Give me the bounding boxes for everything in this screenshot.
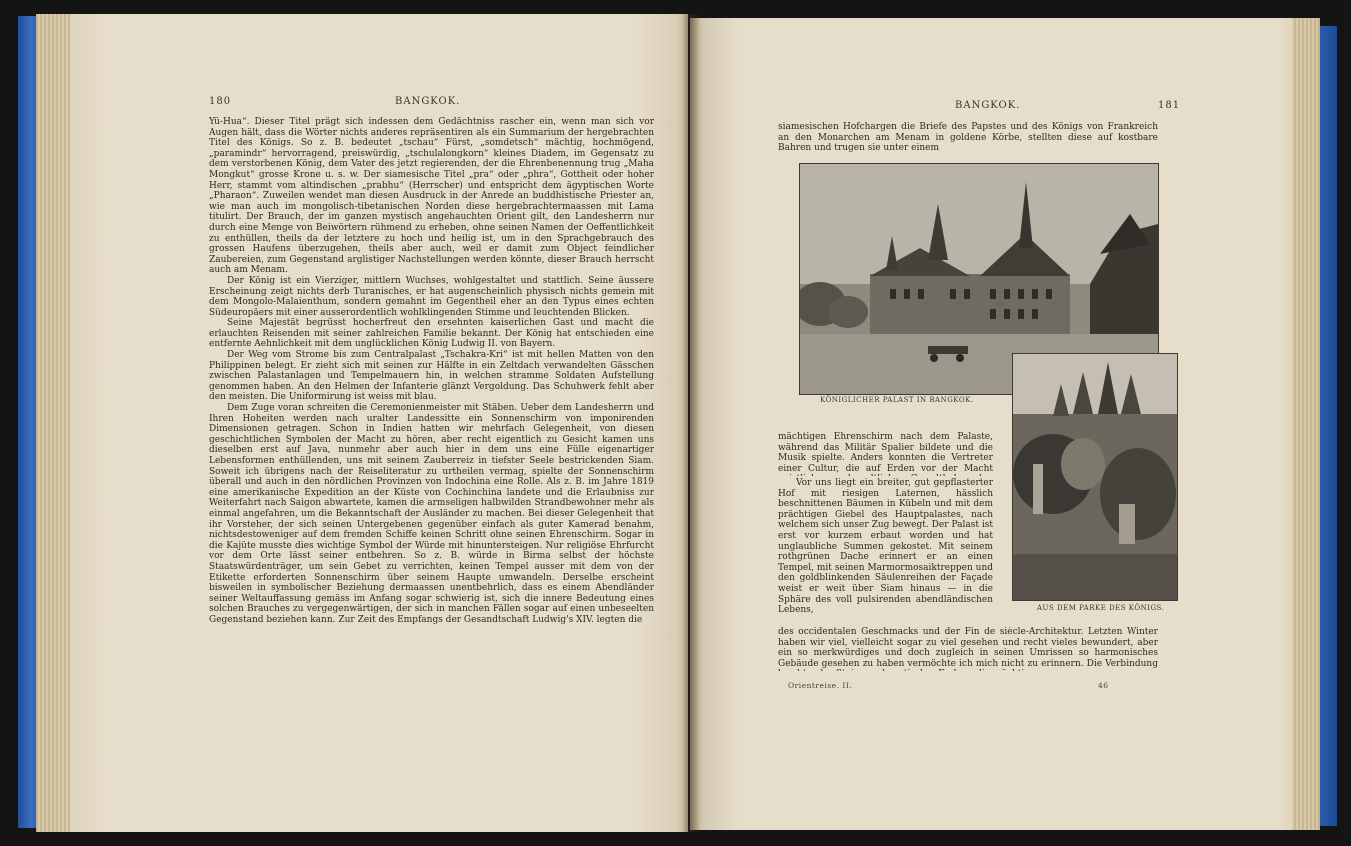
book-cover-right — [1317, 26, 1337, 826]
palace-caption: KÖNIGLICHER PALAST IN BANGKOK. — [820, 396, 974, 404]
paragraph: Seine Majestät begrüsst hocherfreut den ersehnten kaiserlichen Gast und macht die erlauchten Reisenden mit seiner zahlreichen Familie bekannt. Der König hat entschieden eine entfernte Aehnlichkeit mit dem unglücklichen König Ludwig II. von Bayern. — [209, 318, 654, 350]
park-illustration — [1013, 354, 1177, 600]
book-gutter — [682, 14, 700, 832]
left-page-number: 180 — [209, 96, 232, 107]
park-engraving — [1012, 353, 1178, 601]
right-page-edges — [1292, 18, 1320, 830]
right-mid-text-2: Vor uns liegt ein breiter, gut gepflasterter Hof mit riesigen Laternen, hässlich beschnittenen Bäumen in Kübeln und mit dem prächtigen Giebel des Hauptpalastes, nach welchem sich unser Zug bewegt. Der Palast ist erst vor kurzem erbaut worden und hat unglaubliche Summen gekostet. Mit seinem rothgrünen Dache erinnert er an einen Tempel, mit seinen Marmormosaiktreppen und den goldblinkenden Säulenreihen der Façade weist er weit über Siam hinaus — in die Sphäre des voll pulsirenden abendländischen Lebens, — [778, 478, 993, 616]
park-caption: AUS DEM PARKE DES KÖNIGS. — [1037, 604, 1165, 612]
footer-sheet-number: 46 — [1098, 681, 1109, 690]
left-page-edges — [36, 14, 70, 832]
paragraph: Yü-Hua“. Dieser Titel prägt sich indessen dem Gedächtniss rascher ein, wenn man sich vor Augen hält, dass die Wörter nichts anderes repräsentiren als ein Summarium der hergebrachten Titel des Königs. So z. B. bedeutet „tschau“ Fürst, „somdetsch“ mächtig, hochmögend, „paramindr“ hervorragend, preiswürdig, „tschulalongkorn“ kleines Diadem, im Gegensatz zu dem verstorbenen König, dem Vater des jetzt regierenden, der die Ehrenbenennung trug „Maha Mongkut“ grosse Krone u. s. w. Der siamesische Titel „pra“ oder „phra“, Gottheit oder hoher Herr, stammt vom altindischen „prabhu“ (Herrscher) und entspricht dem ägyptischen Worte „Pharaon“. Zuweilen wendet man diesen Ausdruck in der Anrede an buddhistische Priester an, wie man auch im mongolisch-tibetanischen Norden diese hergebrachtermaassen mit Lama titulirt. Der Brauch, der im ganzen mystisch angehauchten Orient gilt, den Landesherrn nur durch eine Menge von Beiwörtern rühmend zu erheben, ohne seinen Namen der Oeffentlichkeit zu enthüllen, theils da der letztere zu hoch und heilig ist, um in den Sprachgebrauch des grossen Haufens überzugehen, theils aber auch, weil er damit zum Object feindlicher Zaubereien, zum Gegenstand arglistiger Nachstellungen werden könnte, dieser Brauch herrscht auch am Menam. — [209, 117, 654, 276]
footer-signature: Orientreise. II. — [788, 681, 853, 690]
paragraph: Der König ist ein Vierziger, mittlern Wuchses, wohlgestaltet und stattlich. Seine äussere Erscheinung zeigt nichts derb Turanisches, er hat augenscheinlich physisch nichts gemein mit dem Mongolo-Malaienthum, sondern gemahnt im Gegentheil eher an den Typus eines echten Südeuropäers mit einer ausserordentlich wohlklingenden Stimme und leuchtenden Blicken. — [209, 275, 654, 318]
right-mid-text-1: mächtigen Ehrenschirm nach dem Palaste, während das Militär Spalier bildete und die Musik spielte. Anders konnten die Vertreter einer Cultur, die auf Erden vor der Macht — [778, 432, 993, 474]
paragraph: Dem Zuge voran schreiten die Ceremonienmeister mit Stäben. Ueber dem Landesherrn und Ihren Hoheiten werden nach uralter Landessitte ein Sonnenschirm von imponirenden Dimensionen getragen. Schon in Indien hatten wir mehrfach Gelegenheit, von diesen geschichtlichen Symbolen der Macht zu hören, aber recht eigentlich zu Gesicht kamen uns dieselben erst auf Java, nunmehr aber auch hier in dem uns eine Fülle eigenartiger Lebensformen enthüllenden, uns mit seinem Zauberreiz in tiefster Seele bestrickenden Siam. Soweit ich übrigens nach der Reiseliteratur zu urtheilen vermag, spielte der Sonnenschirm überall und auch in den nördlichen Provinzen von Indochina eine Rolle. Als z. B. im Jahre 1819 eine amerikanische Expedition an der Küste von Cochinchina landete und die Erlaubniss zur Weiterfahrt nach Saigon abwartete, kamen die armseligen halbwilden Strandbewohner mehr als einmal angefahren, um die Bekanntschaft der Ausländer zu machen. Bei dieser Gelegenheit that ihr Vorsteher, der sich seinen Untergebenen gegenüber einfach als guter Kamerad benahm, nichtsdestoweniger auf dem fremden Schiffe keinen Schritt ohne seinen Ehrenschirm. Sogar in die Kajüte musste dies wichtige Symbol der Würde mit hinuntersteigen. Nur religiöse Ehrfurcht vor dem Orte lässt seiner entbehren. So z. B. würde in Birma selbst der höchste Staatswürdenträger, um sein Gebet zu verrichten, keinen Tempel ausser mit dem von der Etikette erforderten Sonnenschirm über seinem Haupte umwandeln. Derselbe erscheint bisweilen in symbolischer Beziehung dermaassen unentbehrlich, dass es einem Abendländer seiner Weltauffassung gemäss im Anfang sogar schwierig ist, sich die innere Bedeutung eines solchen Brauches zu vergegenwärtigen, der sich in manchen Fällen sogar auf einen unbeseelten Gegenstand beziehen kann. Zur Zeit des Empfangs der Gesandtschaft Ludwig's XIV. legten die — [209, 403, 654, 625]
right-top-text: siamesischen Hofchargen die Briefe des Papstes und des Königs von Frankreich an den Monarchen am Menam in goldene Körbe, stellten diese auf kostbare Bahren und trugen sie unter einem — [778, 122, 1158, 154]
paragraph: Der Weg vom Strome bis zum Centralpalast „Tschakra-Kri“ ist mit hellen Matten von den Philippinen belegt. Er zieht sich mit seinen zur Hälfte in ein Zeltdach verwandelten Gässchen zwischen Palastanlagen und Tempelmauern hin, in welchen stramme Soldaten Aufstellung genommen haben. An den Helmen der Infanterie glänzt Vergoldung. Das Schuhwerk fehlt aber den meisten. Die Uniformirung ist weiss mit blau. — [209, 350, 654, 403]
left-body-text — [209, 117, 654, 679]
right-running-head: BANGKOK. — [955, 100, 1021, 111]
right-page-number: 181 — [1158, 100, 1181, 111]
right-bottom-text: des occidentalen Geschmacks und der Fin de siècle-Architektur. Letzten Winter haben wir viel, vielleicht sogar zu viel gesehen und recht vieles bewundert, aber ein so merkwürdiges und doch zugleich in seinen Umrissen so harmonisches Gebäude gesehen zu haben vermöchte ich mich nicht zu erinnern. Die Verbindung — [778, 627, 1158, 669]
left-running-head: BANGKOK. — [395, 96, 461, 107]
